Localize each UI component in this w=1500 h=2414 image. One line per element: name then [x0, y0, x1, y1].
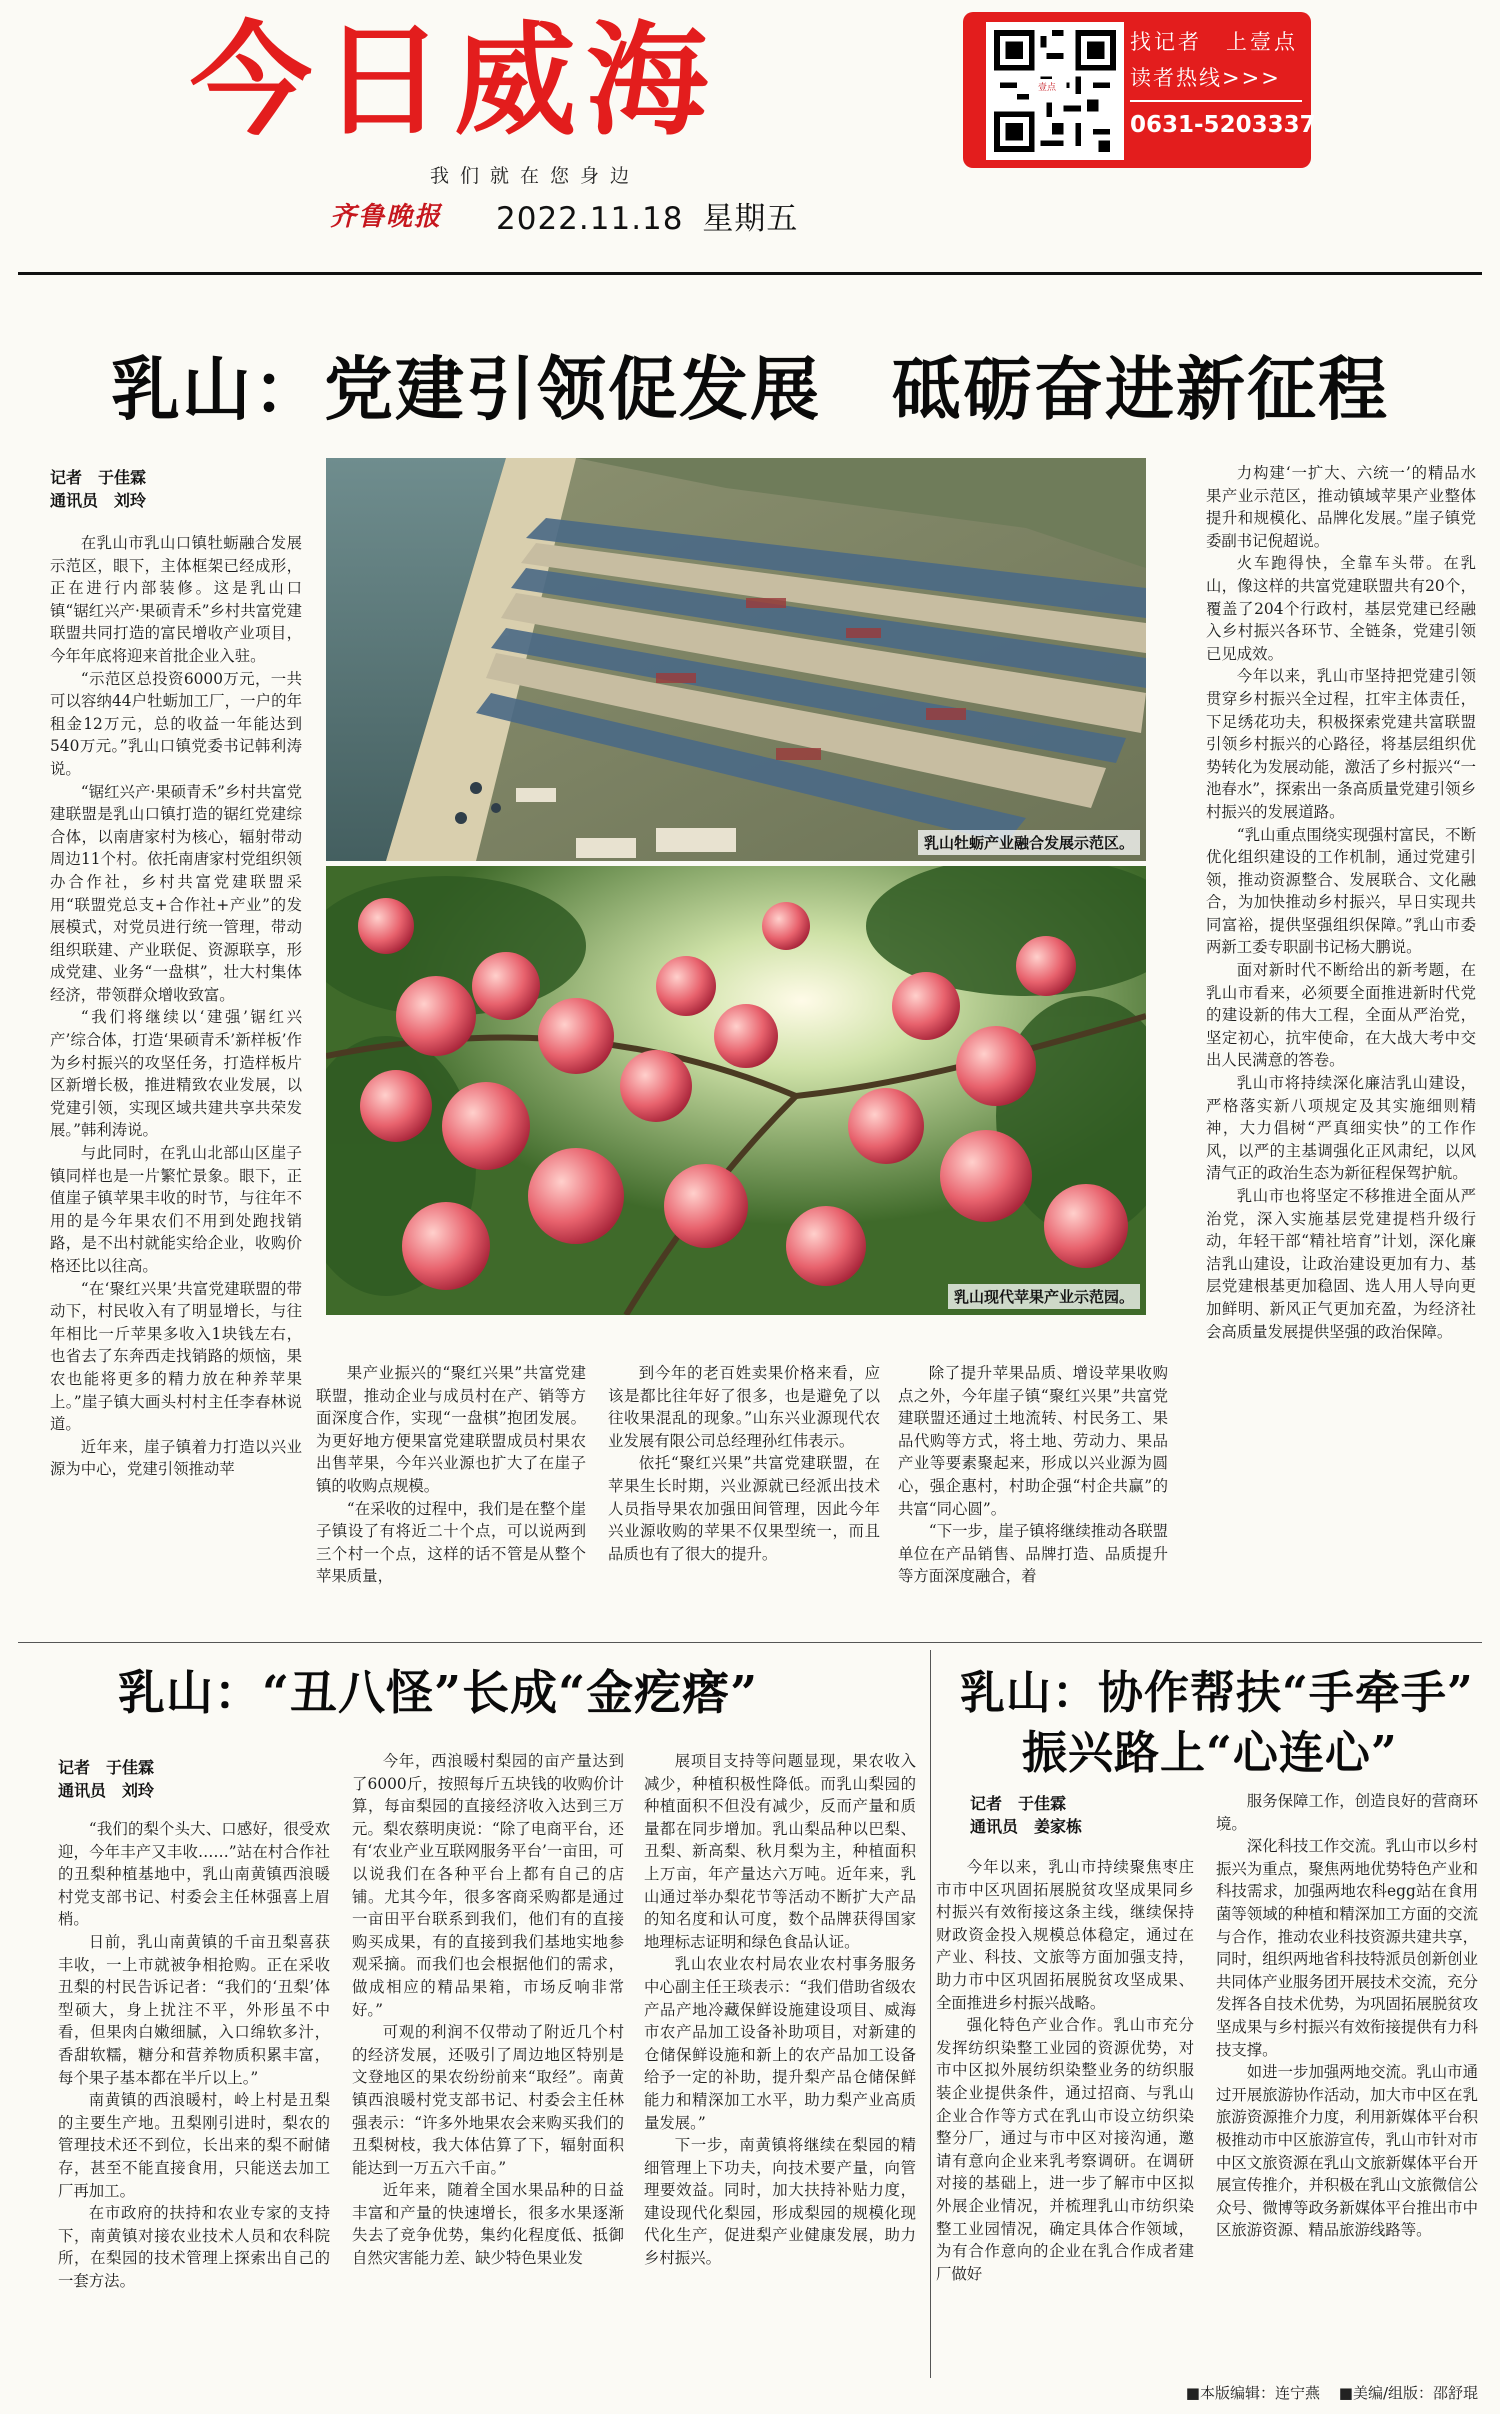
paragraph: 今年以来，乳山市持续聚焦枣庄市市中区巩固拓展脱贫攻坚成果同乡村振兴有效衔接这条主线，继续保持财政资金投入规模总体稳定，通过在产业、科技、文旅等方面加强支持，助力市中区巩固拓展脱贫攻坚成果、全面推进乡村振兴战略。: [936, 1858, 1194, 2012]
paragraph: 日前，乳山南黄镇的千亩丑梨喜获丰收，一上市就被争相抢购。正在采收丑梨的村民告诉记者：“我们的‘丑梨’体型硕大，身上扰注不平，外形虽不中看，但果肉白嫩细腻，入口绵软多汁，香甜软糯，糖分和营养物质积累丰富，每个果子基本都在半斤以上。”: [58, 1932, 330, 2087]
story3-headline-line2: 振兴路上“心连心”: [1022, 1726, 1398, 1779]
oyster-park-image: [326, 458, 1146, 861]
paragraph: 服务保障工作，创造良好的营商环境。: [1216, 1792, 1478, 1833]
story3-correspondent: 通讯员 姜家栋: [970, 1817, 1083, 1836]
issue-weekday: 星期五: [702, 201, 799, 237]
brand-name: 齐鲁晚报: [330, 202, 443, 232]
footer-designer: ■美编/组版：邵舒琨: [1338, 2384, 1478, 2402]
story2-column-1: [58, 1818, 330, 2378]
paragraph: 乳山农业农村局农业农村事务服务中心副主任王琰表示：“我们借助省级农产品产地冷藏保鲜设施建设项目、威海市农产品加工设备补助项目，对新建的仓储保鲜设施和新上的农产品加工设备给予一定的补助，提升梨产品仓储保鲜能力和精深加工水平，助力梨产业高质量发展。”: [644, 1955, 916, 2132]
main-correspondent: 通讯员 刘玲: [50, 491, 147, 510]
story3-column-2: [1216, 1790, 1478, 2378]
paragraph: 火车跑得快，全靠车头带。在乳山，像这样的共富党建联盟共有20个，覆盖了204个行政村，基层党建已经融入乡村振兴各环节、全链条，党建引领已见成效。: [1206, 554, 1476, 663]
paragraph: 近年来，随着全国水果品种的日益丰富和产量的快速增长，很多水果逐渐失去了竞争优势，集约化程度低、抵御自然灾害能力差、缺少特色果业发: [352, 2181, 624, 2268]
paragraph: 依托“聚红兴果”共富党建联盟，在苹果生长时期，兴业源就已经派出技术人员指导果农加强田间管理，因此今年兴业源收购的苹果不仅果型统一，而且品质也有了很大的提升。: [608, 1454, 880, 1563]
paragraph: 今年，西浪暖村梨园的亩产量达到了6000斤，按照每斤五块钱的收购价计算，每亩梨园的直接经济收入达到三万元。梨农蔡明庚说：“除了电商平台，还有‘农业产业互联网服务平台’一亩田，可以说我们在各种平台上都有自己的店铺。尤其今年，很多客商采购都是通过一亩田平台联系到我们，他们有的直接购买成果，有的直接到我们基地实地参观采摘。而我们也会根据他们的需求，做成相应的精品果箱，市场反响非常好。”: [352, 1752, 624, 2019]
paragraph: 展项目支持等问题显现，果农收入减少，种植积极性降低。而乳山梨园的种植面积不但没有减少，反而产量和质量都在同步增加。乳山梨品种以巴梨、丑梨、新高梨、秋月梨为主，种植面积上万亩，年产量达六万吨。近年来，乳山通过举办梨花节等活动不断扩大产品的知名度和认可度，数个品牌获得国家地理标志证明和绿色食品认证。: [644, 1752, 916, 1951]
paragraph: “锯红兴产·果硕青禾”乡村共富党建联盟是乳山口镇打造的锯红党建综合体，以南唐家村为核心，辐射带动周边11个村。依托南唐家村党组织领办合作社，乡村共富党建联盟采用“联盟党总支+合作社+产业”的发展模式，对党员进行统一管理，带动组织联建、产业联促、资源联享，形成党建、业务“一盘棋”，壮大村集体经济，带领群众增收致富。: [50, 782, 302, 1004]
hotline-divider: [1130, 100, 1302, 102]
main-column-4: [898, 1362, 1168, 1632]
paragraph: 可观的利润不仅带动了附近几个村的经济发展，还吸引了周边地区特别是文登地区的果农纷纷前来“取经”。南黄镇西浪暖村党支部书记、村委会主任林强表示：“许多外地果农会来购买我们的丑梨树枝，我大体估算了下，辐射面积能达到一万五六千亩。”: [352, 2023, 624, 2177]
paragraph: 乳山市也将坚定不移推进全面从严治党，深入实施基层党建提档升级行动，年轻干部“精社培育”计划，深化廉洁乳山建设，让政治建设更加有力、基层党建根基更加稳固、选人用人导向更加鲜明、新风正气更加充盈，为经济社会高质量发展提供坚强的政治保障。: [1206, 1187, 1476, 1341]
story3-reporter: 记者 于佳霖: [970, 1794, 1067, 1813]
photo1-caption: 乳山牡蛎产业融合发展示范区。: [918, 830, 1140, 855]
story2-byline: [58, 1756, 318, 1802]
paragraph: 面对新时代不断给出的新考题，在乳山市看来，必须要全面推进新时代党的建设新的伟大工程，全面从严治党，坚定初心，抗牢使命，在大战大考中交出人民满意的答卷。: [1206, 961, 1476, 1070]
paragraph: “下一步，崖子镇将继续推动各联盟单位在产品销售、品牌打造、品质提升等方面深度融合，着: [898, 1522, 1168, 1586]
main-byline: [50, 466, 310, 512]
slogan: 我们就在您身边: [430, 165, 641, 187]
newspaper-logo: 今日威海: [190, 10, 718, 152]
story2-headline: 乳山：“丑八怪”长成“金疙瘩”: [118, 1666, 759, 1721]
masthead-rule: [18, 272, 1482, 275]
qr-code-icon[interactable]: [986, 22, 1124, 160]
paragraph: 强化特色产业合作。乳山市充分发挥纺织染整工业园的资源优势，对市中区拟外展纺织染整业务的纺织服装企业提供条件，通过招商、与乳山企业合作等方式在乳山市设立纺织染整分厂，通过与市中区对接沟通，邀请有意向企业来乳考察调研。在调研对接的基础上，进一步了解市中区拟外展企业情况，并梳理乳山市纺织染整工业园情况，确定具体合作领域，为有合作意向的企业在乳合作成者建厂做好: [936, 2016, 1194, 2283]
oyster-park-photo: [326, 458, 1146, 861]
paragraph: “在‘聚红兴果’共富党建联盟的带动下，村民收入有了明显增长，与往年相比一斤苹果多收入1块钱左右，也省去了东奔西走找销路的烦恼，果农也能将更多的精力放在种养苹果上。”崖子镇大画头村村主任李春林说道。: [50, 1279, 302, 1434]
paragraph: 在乳山市乳山口镇牡蛎融合发展示范区，眼下，主体框架已经成形，正在进行内部装修。这是乳山口镇“锯红兴产·果硕青禾”乡村共富党建联盟共同打造的富民增收产业项目，今年年底将迎来首批企业入驻。: [50, 534, 302, 665]
dateline: [496, 193, 798, 238]
main-column-3: [608, 1362, 880, 1632]
issue-date: 2022.11.18: [496, 201, 684, 237]
hotline-label: 读者热线>>>: [1130, 66, 1281, 90]
main-headline: 乳山：党建引领促发展 砥砺奋进新征程: [111, 349, 1389, 430]
paragraph: 如进一步加强两地交流。乳山市通过开展旅游协作活动，加大市中区在乳旅游资源推介力度，利用新媒体平台积极推动市中区旅游宣传，乳山市针对市中区文旅资源在乳山文旅新媒体平台开展宣传推介，并积极在乳山文旅微信公众号、微博等政务新媒体平台推出市中区旅游资源、精品旅游线路等。: [1216, 2063, 1478, 2240]
paragraph: 除了提升苹果品质、增设苹果收购点之外，今年崖子镇“聚红兴果”共富党建联盟还通过土地流转、村民务工、果品代购等方式，将土地、劳动力、果品产业等要素聚起来，形成以兴业源为圆心，强企惠村，村助企强“村企共赢”的共富“同心圆”。: [898, 1364, 1168, 1518]
main-column-2: [316, 1362, 586, 1632]
main-column-1: [50, 532, 302, 1562]
apple-orchard-image: [326, 866, 1146, 1315]
paragraph: 力构建‘一扩大、六统一’的精品水果产业示范区，推动镇域苹果产业整体提升和规模化、品牌化发展。”崖子镇党委副书记倪超说。: [1206, 464, 1476, 550]
paragraph: 果产业振兴的“聚红兴果”共富党建联盟，推动企业与成员村在产、销等方面深度合作，实现“一盘棋”抱团发展。为更好地方便果富党建联盟成员村果农出售苹果，今年兴业源也扩大了在崖子镇的收购点规模。: [316, 1364, 586, 1495]
story2-column-2: [352, 1750, 624, 2378]
paragraph: “在采收的过程中，我们是在整个崖子镇设了有将近二十个点，可以说两到三个村一个点，这样的话不管是从整个苹果质量，: [316, 1499, 586, 1586]
paragraph: 南黄镇的西浪暖村，岭上村是丑梨的主要生产地。丑梨刚引进时，梨农的管理技术还不到位，长出来的梨不耐储存，甚至不能直接食用，只能送去加工厂再加工。: [58, 2091, 330, 2200]
paragraph: 到今年的老百姓卖果价格来看，应该是都比往年好了很多，也是避免了以往收果混乱的现象。”山东兴业源现代农业发展有限公司总经理孙红伟表示。: [608, 1364, 880, 1450]
story-divider: [930, 1650, 931, 2378]
page-footer: [1186, 2382, 1478, 2403]
paragraph: “乳山重点围绕实现强村富民，不断优化组织建设的工作机制，通过党建引领，推动资源整合、发展联合、文化融合，为加快推动乡村振兴，早日实现共同富裕，提供坚强组织保障。”乳山市委两新工委专职副书记杨大鹏说。: [1206, 825, 1476, 957]
story2-correspondent: 通讯员 刘玲: [58, 1781, 155, 1800]
paragraph: 下一步，南黄镇将继续在梨园的精细管理上下功夫，向技术要产量，向管理要效益。同时，加大扶持补贴力度，建设现代化梨园，形成梨园的规模化现代化生产，促进梨产业健康发展，助力乡村振兴。: [644, 2136, 916, 2268]
paragraph: 今年以来，乳山市坚持把党建引领贯穿乡村振兴全过程，扛牢主体责任，下足绣花功夫，积极探索党建共富联盟引领乡村振兴的心路径，将基层组织优势转化为发展动能，激活了乡村振兴“一池春水”，探索出一条高质量党建引领乡村振兴的发展道路。: [1206, 667, 1476, 821]
footer-editor: ■本版编辑：连宁燕: [1185, 2384, 1320, 2402]
main-bottom-divider: [18, 1642, 1482, 1643]
photo2-caption: 乳山现代苹果产业示范园。: [948, 1284, 1140, 1309]
paragraph: “示范区总投资6000万元，一共可以容纳44户牡蛎加工厂，一户的年租金12万元，总的收益一年能达到540万元。”乳山口镇党委书记韩利涛说。: [50, 669, 302, 778]
paragraph: 与此同时，在乳山北部山区崖子镇同样也是一片繁忙景象。眼下，正值崖子镇苹果丰收的时节，与往年不用的是今年果农们不用到处跑找销路，是不出村就能实给企业，收购价格还比以往高。: [50, 1144, 302, 1275]
story3-headline-line1: 乳山：协作帮扶“手牵手”: [960, 1666, 1474, 1719]
hotline-phone[interactable]: 0631-5203337: [1130, 112, 1316, 138]
qr-label: 壹点: [1036, 79, 1058, 94]
masthead: [0, 0, 1500, 272]
main-reporter: 记者 于佳霖: [50, 468, 147, 487]
paragraph: “我们将继续以‘建强’锯红兴产’综合体，打造‘果硕青禾’新样板’作为乡村振兴的攻坚任务，打造样板片区新增长极，推进精致农业发展，以党建引领，实现区域共建共享共荣发展。”韩利涛说。: [50, 1008, 302, 1140]
paragraph: 近年来，崖子镇着力打造以兴业源为中心，党建引领推动苹: [50, 1437, 302, 1479]
paragraph: 乳山市将持续深化廉洁乳山建设，严格落实新八项规定及其实施细则精神，大力倡树“严真细实快”的工作作风，以严的主基调强化正风肃纪，以风清气正的政治生态为新征程保驾护航。: [1206, 1074, 1476, 1183]
hotline-tagline: 找记者 上壹点: [1130, 30, 1298, 54]
story3-byline: [970, 1792, 1230, 1838]
story3-column-1: [936, 1856, 1194, 2378]
main-column-5: [1206, 462, 1476, 1634]
apple-orchard-photo: [326, 866, 1146, 1315]
story2-column-3: [644, 1750, 916, 2378]
story2-reporter: 记者 于佳霖: [58, 1758, 155, 1777]
paragraph: 在市政府的扶持和农业专家的支持下，南黄镇对接农业技术人员和农科院所，在梨园的技术管理上探索出自己的一套方法。: [58, 2204, 330, 2290]
paragraph: “我们的梨个头大、口感好，很受欢迎，今年丰产又丰收……”站在村合作社的丑梨种植基地中，乳山南黄镇西浪暖村党支部书记、村委会主任林强喜上眉梢。: [58, 1820, 330, 1929]
paragraph: 深化科技工作交流。乳山市以乡村振兴为重点，聚焦两地优势特色产业和科技需求，加强两地农科egg站在食用菌等领域的种植和精深加工方面的交流与合作，推动农业科技资源共建共享，同时，组织两地省科技特派员创新创业共同体产业服务团开展技术交流，充分发挥各自技术优势，为巩固拓展脱贫攻坚成果与乡村振兴有效衔接提供有力科技支撑。: [1216, 1837, 1478, 2059]
